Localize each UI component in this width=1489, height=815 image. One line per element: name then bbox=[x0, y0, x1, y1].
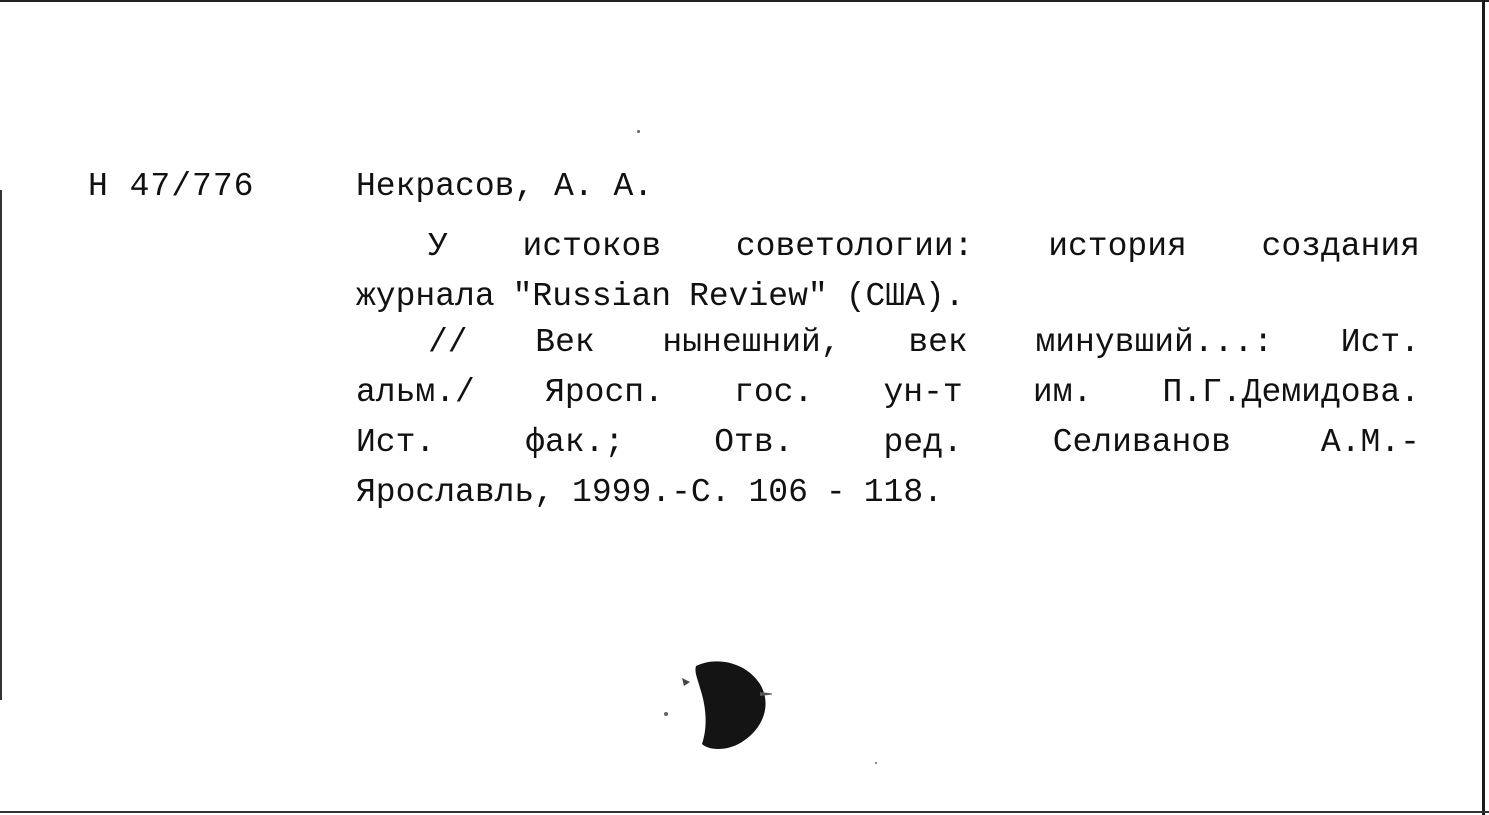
shelfmark: Н 47/776 bbox=[88, 168, 255, 205]
card-left-edge bbox=[0, 190, 2, 700]
source-line-3 bbox=[356, 418, 1420, 468]
word: им. bbox=[1032, 374, 1093, 411]
card-bottom-edge bbox=[0, 811, 1489, 813]
word: ун-т bbox=[883, 374, 963, 411]
word: (США). bbox=[845, 278, 965, 315]
source-line-1 bbox=[356, 318, 1420, 368]
word: фак.; bbox=[525, 424, 625, 461]
word: нынешний, bbox=[662, 324, 841, 361]
word: П.Г.Демидова. bbox=[1162, 374, 1420, 411]
source-line-4 bbox=[356, 468, 1420, 518]
ink-stamp-mark bbox=[676, 656, 772, 752]
word: истоков bbox=[522, 228, 662, 265]
word: // bbox=[428, 324, 468, 361]
word: У bbox=[428, 228, 448, 265]
paper-speck bbox=[637, 130, 640, 133]
author-heading: Некрасов, А. А. bbox=[356, 168, 654, 205]
word: минувший...: bbox=[1035, 324, 1274, 361]
word: Селиванов bbox=[1052, 424, 1231, 461]
word: Ист. bbox=[356, 424, 436, 461]
word: ред. bbox=[883, 424, 963, 461]
paper-speck bbox=[875, 762, 877, 764]
word: Ярославль, bbox=[356, 474, 555, 511]
word: история bbox=[1048, 228, 1187, 265]
source-line-2 bbox=[356, 368, 1420, 418]
word: - bbox=[825, 474, 846, 511]
word: гос. bbox=[734, 374, 814, 411]
title-line-1 bbox=[356, 222, 1420, 272]
word: Review" bbox=[689, 278, 828, 315]
word: Век bbox=[535, 324, 595, 361]
card-top-edge bbox=[0, 0, 1489, 2]
word: 118. bbox=[863, 474, 943, 511]
word: А.М.- bbox=[1320, 424, 1420, 461]
word: 106 bbox=[748, 474, 808, 511]
paper-speck bbox=[664, 712, 668, 716]
card-right-edge bbox=[1482, 0, 1485, 815]
word: альм./ bbox=[356, 374, 475, 411]
word: Яросп. bbox=[545, 374, 664, 411]
word: век bbox=[908, 324, 968, 361]
title-line-2 bbox=[356, 272, 1420, 322]
word: журнала bbox=[356, 278, 495, 315]
word: Ист. bbox=[1340, 324, 1420, 361]
word: 1999.-С. bbox=[572, 474, 731, 511]
word: создания bbox=[1261, 228, 1420, 265]
source-statement bbox=[356, 318, 1420, 518]
title-statement bbox=[356, 222, 1420, 322]
word: советологии: bbox=[735, 228, 974, 265]
word: "Russian bbox=[512, 278, 672, 315]
word: Отв. bbox=[714, 424, 794, 461]
